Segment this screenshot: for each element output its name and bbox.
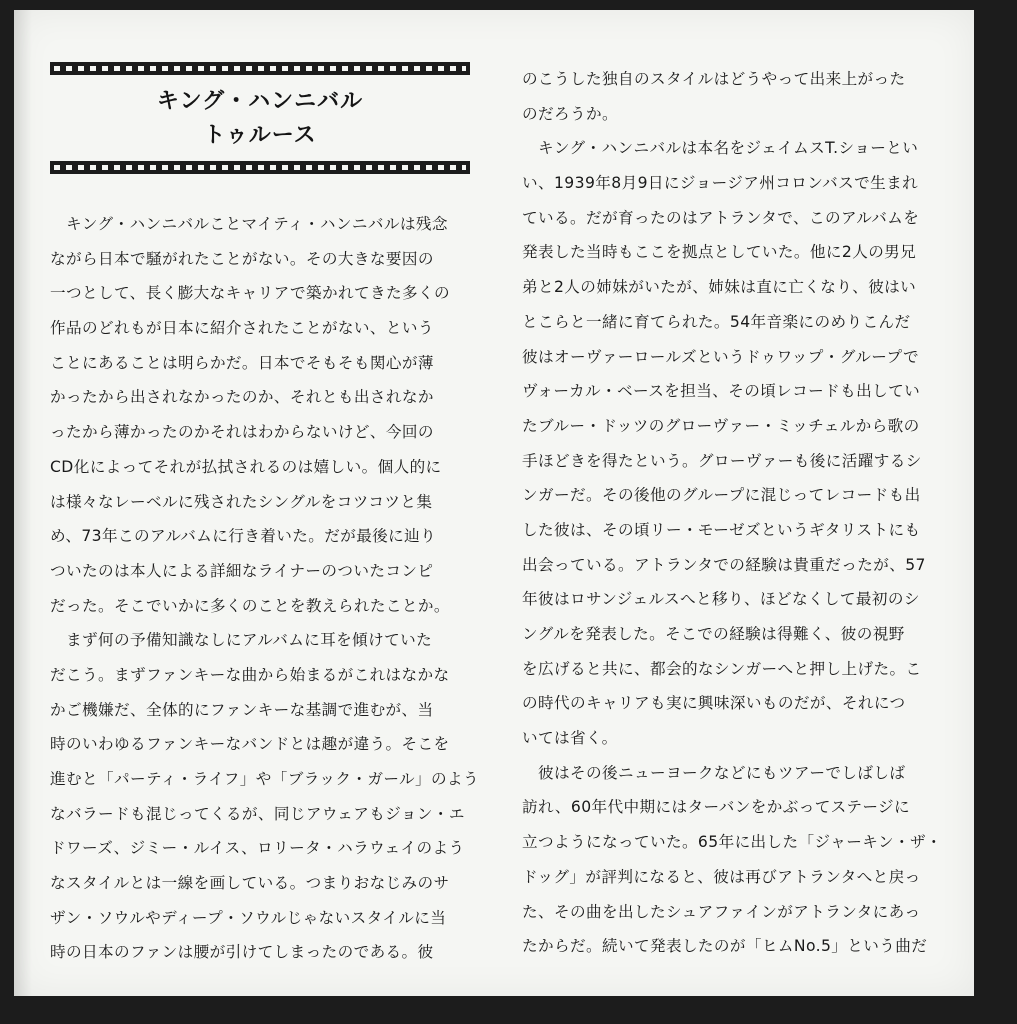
text-line: CD化によってそれが払拭されるのは嬉しい。個人的に: [50, 457, 442, 476]
text-line: 弟と2人の姉妹がいたが、姉妹は直に亡くなり、彼はい: [522, 278, 917, 297]
text-line: 手ほどきを得たという。グローヴァーも後に活躍するシ: [522, 451, 922, 470]
page-gutter-shadow: [14, 10, 32, 996]
text-line: ヴォーカル・ベースを担当、その頃レコードも出してい: [522, 382, 921, 401]
text-line: 一つとして、長く膨大なキャリアで築かれてきた多くの: [50, 284, 451, 303]
text-line: 進むと「パーティ・ライフ」や「ブラック・ガール」のよう: [50, 770, 480, 788]
text-line: ンガーだ。その後他のグループに混じってレコードも出: [522, 486, 921, 505]
text-line: のだろうか。: [522, 104, 618, 123]
text-line: ドワーズ、ジミー・ルイス、ロリータ・ハラウェイのよう: [50, 839, 465, 858]
text-line: は様々なレーベルに残されたシングルをコツコツと集: [50, 492, 433, 511]
paragraph: [50, 207, 470, 623]
text-line: ドッグ」が評判になると、彼は再びアトランタへと戻っ: [522, 867, 921, 886]
text-line: とこらと一緒に育てられた。54年音楽にのめりこんだ: [522, 312, 911, 331]
text-line: 彼はその後ニューヨークなどにもツアーでしばしば: [522, 763, 906, 782]
left-text-column: [50, 207, 480, 970]
booklet-page: [14, 10, 974, 996]
text-line: かご機嫌だ、全体的にファンキーな基調で進むが、当: [50, 700, 434, 719]
text-line: 訪れ、60年代中期にはターバンをかぶってステージに: [522, 798, 911, 817]
text-line: ことにあることは明らかだ。日本でそもそも関心が薄: [50, 353, 434, 372]
text-line: ついたのは本人による詳細なライナーのついたコンピ: [50, 561, 434, 580]
text-line: まず何の予備知識なしにアルバムに耳を傾けていた: [50, 631, 433, 650]
paragraph: [522, 756, 956, 964]
text-line: 年彼はロサンジェルスへと移り、ほどなくして最初のシ: [522, 590, 920, 609]
text-line: た、その曲を出したシュアファインがアトランタにあっ: [522, 902, 921, 921]
paragraph: [522, 62, 956, 131]
right-text-column: [522, 62, 956, 964]
text-line: ったから薄かったのかそれはわからないけど、今回の: [50, 423, 434, 442]
article-header: [50, 62, 470, 174]
paragraph: [50, 623, 480, 970]
paragraph: [522, 131, 956, 755]
text-line: だった。そこでいかに多くのことを教えられたことか。: [50, 596, 450, 615]
text-line: 時の日本のファンは腰が引けてしまったのである。彼: [50, 943, 434, 962]
text-line: たブルー・ドッツのグローヴァー・ミッチェルから歌の: [522, 416, 920, 435]
film-strip-divider-bottom: [50, 161, 470, 174]
text-line: 発表した当時もここを拠点としていた。他に2人の男兄: [522, 243, 917, 262]
text-line: ている。だが育ったのはアトランタで、このアルバムを: [522, 208, 920, 227]
text-line: ングルを発表した。そこでの経験は得難く、彼の視野: [522, 625, 905, 643]
text-line: 立つようになっていた。65年に出した「ジャーキン・ザ・: [522, 833, 943, 852]
text-line: 出会っている。アトランタでの経験は貴重だったが、57: [522, 555, 926, 574]
text-line: なバラードも混じってくるが、同じアウェアもジョン・エ: [50, 804, 465, 823]
text-line: ながら日本で騒がれたことがない。その大きな要因の: [50, 249, 434, 268]
text-line: い、1939年8月9日にジョージア州コロンバスで生まれ: [522, 174, 919, 193]
text-line: キング・ハンニバルことマイティ・ハンニバルは残念: [50, 215, 448, 233]
text-line: め、73年このアルバムに行き着いた。だが最後に辿り: [50, 527, 437, 546]
text-line: の時代のキャリアも実に興味深いものだが、それにつ: [522, 694, 906, 713]
text-line: を広げると共に、都会的なシンガーへと押し上げた。こ: [522, 659, 922, 678]
text-line: 彼はオーヴァーロールズというドゥワップ・グループで: [522, 347, 919, 366]
article-subtitle: トゥルース: [203, 123, 317, 148]
text-line: たからだ。続いて発表したのが「ヒムNo.5」という曲だ: [522, 937, 928, 956]
text-line: した彼は、その頃リー・モーゼズというギタリストにも: [522, 520, 921, 539]
text-line: だこう。まずファンキーな曲から始まるがこれはなかな: [50, 665, 450, 684]
text-line: ザン・ソウルやディープ・ソウルじゃないスタイルに当: [50, 908, 447, 927]
text-line: なスタイルとは一線を画している。つまりおなじみのサ: [50, 874, 450, 893]
text-line: かったから出されなかったのか、それとも出されなか: [50, 388, 434, 407]
text-line: いては省く。: [522, 729, 618, 748]
film-strip-divider-top: [50, 62, 470, 75]
text-line: のこうした独自のスタイルはどうやって出来上がった: [522, 70, 906, 88]
article-title: キング・ハンニバル: [156, 89, 364, 114]
text-line: 時のいわゆるファンキーなバンドとは趣が違う。そこを: [50, 735, 450, 754]
text-line: キング・ハンニバルは本名をジェイムスT.ショーとい: [522, 139, 919, 158]
text-line: 作品のどれもが日本に紹介されたことがない、という: [50, 319, 434, 338]
